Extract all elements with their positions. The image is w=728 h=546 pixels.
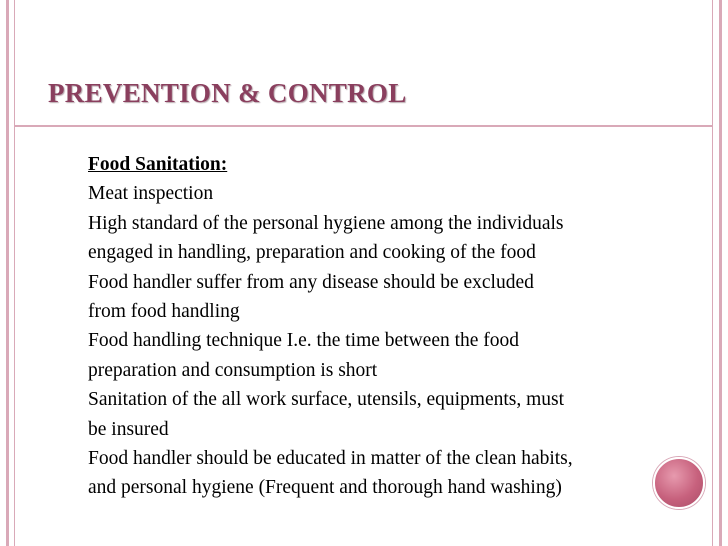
body-line: Meat inspection xyxy=(88,183,214,205)
body-line: engaged in handling, preparation and cooking of the food xyxy=(88,242,536,264)
slide-body xyxy=(88,150,703,503)
body-line: preparation and consumption is short xyxy=(88,359,378,381)
slide-title: PREVENTION & CONTROL xyxy=(48,78,407,108)
frame-line-left-inner xyxy=(14,0,15,546)
body-line: Food handler should be educated in matter of the clean habits, xyxy=(88,448,573,470)
body-line: High standard of the personal hygiene among the individuals xyxy=(88,212,564,234)
body-line: from food handling xyxy=(88,301,240,323)
decorative-circle xyxy=(653,457,705,509)
frame-line-right-inner xyxy=(712,0,713,546)
frame-line-left-outer xyxy=(6,0,9,546)
title-divider xyxy=(15,125,712,127)
body-line: and personal hygiene (Frequent and thorough hand washing) xyxy=(88,477,562,499)
body-line: Food handling technique I.e. the time between the food xyxy=(88,330,520,352)
section-heading: Food Sanitation: xyxy=(88,154,228,175)
body-line: Food handler suffer from any disease should be excluded xyxy=(88,271,534,293)
frame-line-right-outer xyxy=(719,0,722,546)
body-line: Sanitation of the all work surface, utensils, equipments, must xyxy=(88,389,565,411)
body-line: be insured xyxy=(88,418,169,440)
